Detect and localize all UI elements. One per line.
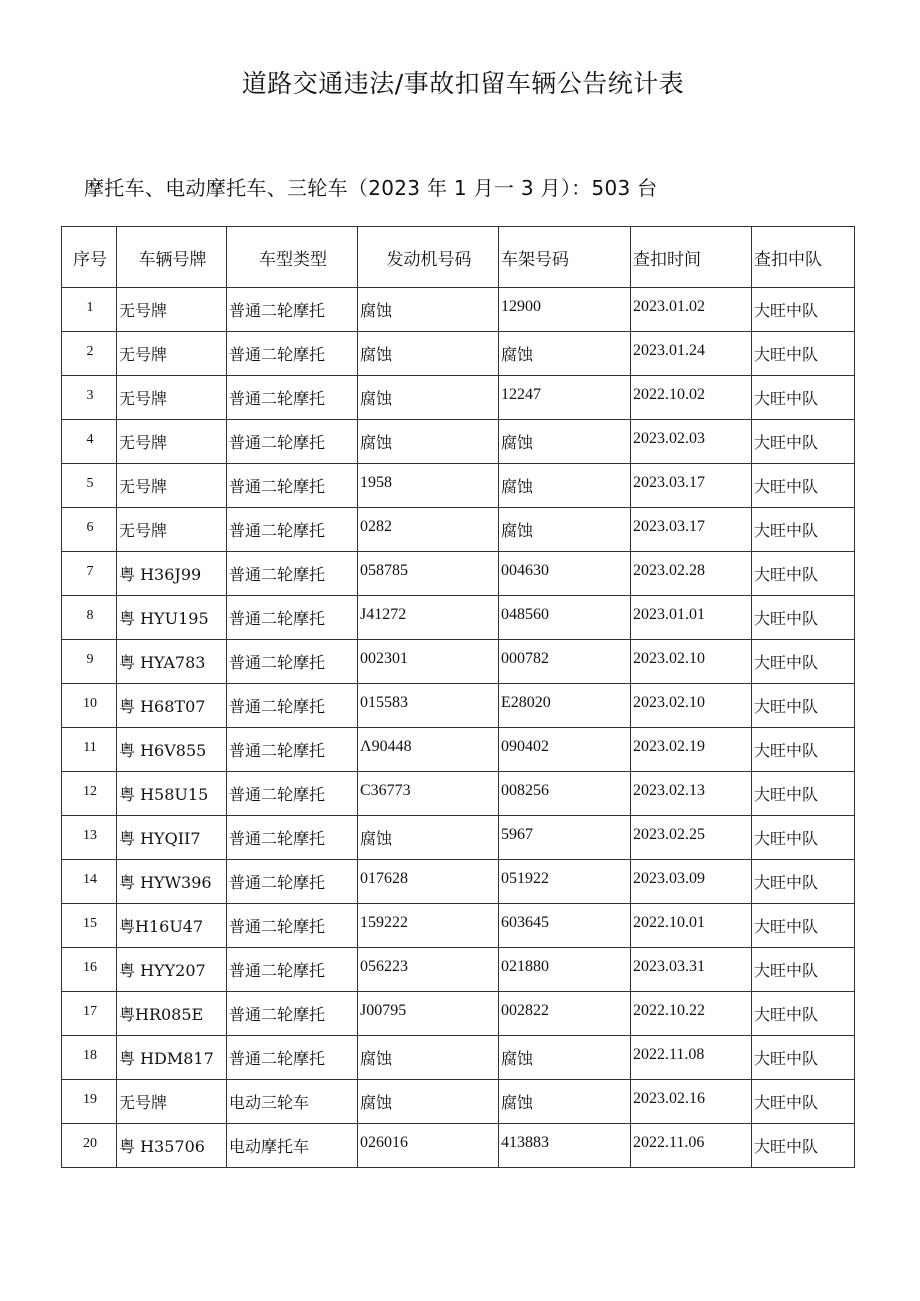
row-plate: 无号牌 [117, 376, 227, 420]
row-vehicle-type: 普通二轮摩托 [227, 728, 358, 772]
row-squad: 大旺中队 [752, 1080, 855, 1124]
row-engine-number: J00795 [358, 992, 499, 1036]
row-index: 14 [62, 860, 117, 904]
row-squad: 大旺中队 [752, 904, 855, 948]
row-index: 12 [62, 772, 117, 816]
row-seize-date: 2023.01.01 [631, 596, 752, 640]
header-index: 序号 [62, 227, 117, 288]
row-engine-number: 058785 [358, 552, 499, 596]
row-squad: 大旺中队 [752, 288, 855, 332]
row-plate: 无号牌 [117, 332, 227, 376]
row-frame-number: E28020 [499, 684, 631, 728]
row-vehicle-type: 普通二轮摩托 [227, 420, 358, 464]
row-frame-number: 腐蚀 [499, 1080, 631, 1124]
row-index: 9 [62, 640, 117, 684]
row-seize-date: 2023.02.10 [631, 684, 752, 728]
row-index: 15 [62, 904, 117, 948]
row-plate: 无号牌 [117, 464, 227, 508]
table-row [62, 596, 855, 640]
row-frame-number: 002822 [499, 992, 631, 1036]
row-index: 3 [62, 376, 117, 420]
row-index: 6 [62, 508, 117, 552]
row-squad: 大旺中队 [752, 1124, 855, 1168]
row-vehicle-type: 普通二轮摩托 [227, 904, 358, 948]
table-row [62, 376, 855, 420]
row-seize-date: 2023.02.10 [631, 640, 752, 684]
row-squad: 大旺中队 [752, 1036, 855, 1080]
row-vehicle-type: 普通二轮摩托 [227, 464, 358, 508]
header-frame-number: 车架号码 [499, 227, 631, 288]
table-row [62, 508, 855, 552]
row-vehicle-type: 普通二轮摩托 [227, 508, 358, 552]
row-engine-number: 腐蚀 [358, 288, 499, 332]
row-seize-date: 2023.01.02 [631, 288, 752, 332]
row-seize-date: 2023.02.28 [631, 552, 752, 596]
table-row [62, 420, 855, 464]
table-row [62, 1080, 855, 1124]
table-row [62, 904, 855, 948]
row-frame-number: 090402 [499, 728, 631, 772]
row-squad: 大旺中队 [752, 508, 855, 552]
table-row [62, 948, 855, 992]
row-squad: 大旺中队 [752, 772, 855, 816]
row-vehicle-type: 普通二轮摩托 [227, 376, 358, 420]
impounded-vehicles-table [61, 226, 855, 1168]
row-squad: 大旺中队 [752, 420, 855, 464]
row-vehicle-type: 普通二轮摩托 [227, 640, 358, 684]
row-squad: 大旺中队 [752, 640, 855, 684]
row-index: 18 [62, 1036, 117, 1080]
row-squad: 大旺中队 [752, 332, 855, 376]
row-seize-date: 2022.10.01 [631, 904, 752, 948]
row-vehicle-type: 普通二轮摩托 [227, 332, 358, 376]
row-plate: 无号牌 [117, 420, 227, 464]
row-engine-number: C36773 [358, 772, 499, 816]
row-seize-date: 2023.02.13 [631, 772, 752, 816]
table-row [62, 992, 855, 1036]
row-seize-date: 2022.10.02 [631, 376, 752, 420]
header-seize-date: 查扣时间 [631, 227, 752, 288]
table-row [62, 464, 855, 508]
row-vehicle-type: 普通二轮摩托 [227, 860, 358, 904]
row-engine-number: 0282 [358, 508, 499, 552]
row-plate: 粤 HYU195 [117, 596, 227, 640]
table-row [62, 1036, 855, 1080]
row-plate: 无号牌 [117, 288, 227, 332]
row-vehicle-type: 普通二轮摩托 [227, 772, 358, 816]
row-frame-number: 5967 [499, 816, 631, 860]
row-engine-number: 腐蚀 [358, 420, 499, 464]
row-index: 10 [62, 684, 117, 728]
row-vehicle-type: 普通二轮摩托 [227, 288, 358, 332]
row-squad: 大旺中队 [752, 992, 855, 1036]
row-frame-number: 腐蚀 [499, 508, 631, 552]
row-engine-number: 002301 [358, 640, 499, 684]
row-frame-number: 051922 [499, 860, 631, 904]
row-seize-date: 2023.02.16 [631, 1080, 752, 1124]
row-seize-date: 2023.03.09 [631, 860, 752, 904]
row-seize-date: 2022.11.06 [631, 1124, 752, 1168]
row-index: 16 [62, 948, 117, 992]
row-frame-number: 12900 [499, 288, 631, 332]
table-row [62, 728, 855, 772]
document-title: 道路交通违法/事故扣留车辆公告统计表 [241, 69, 685, 98]
row-vehicle-type: 电动摩托车 [227, 1124, 358, 1168]
row-index: 5 [62, 464, 117, 508]
row-index: 1 [62, 288, 117, 332]
row-engine-number: 腐蚀 [358, 1080, 499, 1124]
row-vehicle-type: 普通二轮摩托 [227, 684, 358, 728]
row-vehicle-type: 普通二轮摩托 [227, 552, 358, 596]
row-frame-number: 603645 [499, 904, 631, 948]
row-squad: 大旺中队 [752, 596, 855, 640]
row-index: 17 [62, 992, 117, 1036]
row-plate: 粤HR085E [117, 992, 227, 1036]
row-plate: 粤 HDM817 [117, 1036, 227, 1080]
table-row [62, 552, 855, 596]
row-seize-date: 2023.02.25 [631, 816, 752, 860]
row-engine-number: 159222 [358, 904, 499, 948]
table-row [62, 816, 855, 860]
row-index: 13 [62, 816, 117, 860]
table-row [62, 288, 855, 332]
row-frame-number: 004630 [499, 552, 631, 596]
row-squad: 大旺中队 [752, 552, 855, 596]
row-engine-number: 腐蚀 [358, 816, 499, 860]
row-vehicle-type: 普通二轮摩托 [227, 992, 358, 1036]
row-frame-number: 腐蚀 [499, 332, 631, 376]
row-seize-date: 2022.11.08 [631, 1036, 752, 1080]
row-engine-number: 腐蚀 [358, 332, 499, 376]
row-frame-number: 021880 [499, 948, 631, 992]
row-engine-number: 017628 [358, 860, 499, 904]
row-index: 20 [62, 1124, 117, 1168]
row-plate: 粤 HYA783 [117, 640, 227, 684]
row-squad: 大旺中队 [752, 728, 855, 772]
table-body [62, 288, 855, 1168]
row-plate: 粤 H6V855 [117, 728, 227, 772]
table-row [62, 1124, 855, 1168]
row-vehicle-type: 电动三轮车 [227, 1080, 358, 1124]
table-row [62, 684, 855, 728]
row-seize-date: 2023.02.19 [631, 728, 752, 772]
row-index: 11 [62, 728, 117, 772]
row-engine-number: 1958 [358, 464, 499, 508]
row-plate: 粤 HYY207 [117, 948, 227, 992]
row-frame-number: 腐蚀 [499, 464, 631, 508]
header-engine-number: 发动机号码 [358, 227, 499, 288]
row-plate: 粤 H58U15 [117, 772, 227, 816]
row-seize-date: 2023.03.31 [631, 948, 752, 992]
row-frame-number: 008256 [499, 772, 631, 816]
row-squad: 大旺中队 [752, 816, 855, 860]
row-engine-number: 056223 [358, 948, 499, 992]
row-engine-number: 腐蚀 [358, 1036, 499, 1080]
row-seize-date: 2023.03.17 [631, 464, 752, 508]
row-seize-date: 2023.02.03 [631, 420, 752, 464]
row-plate: 粤 H68T07 [117, 684, 227, 728]
row-index: 19 [62, 1080, 117, 1124]
table-row [62, 332, 855, 376]
row-engine-number: 015583 [358, 684, 499, 728]
row-frame-number: 413883 [499, 1124, 631, 1168]
row-plate: 无号牌 [117, 508, 227, 552]
row-engine-number: 腐蚀 [358, 376, 499, 420]
row-plate: 粤 HYW396 [117, 860, 227, 904]
header-plate: 车辆号牌 [117, 227, 227, 288]
row-seize-date: 2022.10.22 [631, 992, 752, 1036]
row-vehicle-type: 普通二轮摩托 [227, 596, 358, 640]
row-index: 7 [62, 552, 117, 596]
row-squad: 大旺中队 [752, 376, 855, 420]
row-squad: 大旺中队 [752, 860, 855, 904]
row-frame-number: 048560 [499, 596, 631, 640]
row-plate: 粤 HYQII7 [117, 816, 227, 860]
table-header-row [62, 227, 855, 288]
row-squad: 大旺中队 [752, 948, 855, 992]
row-squad: 大旺中队 [752, 684, 855, 728]
row-vehicle-type: 普通二轮摩托 [227, 816, 358, 860]
row-vehicle-type: 普通二轮摩托 [227, 1036, 358, 1080]
row-index: 4 [62, 420, 117, 464]
row-seize-date: 2023.03.17 [631, 508, 752, 552]
row-plate: 粤 H36J99 [117, 552, 227, 596]
row-seize-date: 2023.01.24 [631, 332, 752, 376]
row-frame-number: 腐蚀 [499, 1036, 631, 1080]
row-frame-number: 腐蚀 [499, 420, 631, 464]
row-plate: 无号牌 [117, 1080, 227, 1124]
row-plate: 粤 H35706 [117, 1124, 227, 1168]
row-index: 8 [62, 596, 117, 640]
row-vehicle-type: 普通二轮摩托 [227, 948, 358, 992]
header-squad: 查扣中队 [752, 227, 855, 288]
row-engine-number: 026016 [358, 1124, 499, 1168]
document-subtitle: 摩托车、电动摩托车、三轮车（2023 年 1 月一 3 月）：503 台 [84, 176, 658, 200]
table-row [62, 772, 855, 816]
table-row [62, 860, 855, 904]
row-frame-number: 12247 [499, 376, 631, 420]
row-frame-number: 000782 [499, 640, 631, 684]
row-squad: 大旺中队 [752, 464, 855, 508]
row-plate: 粤H16U47 [117, 904, 227, 948]
row-engine-number: Λ90448 [358, 728, 499, 772]
row-index: 2 [62, 332, 117, 376]
row-engine-number: J41272 [358, 596, 499, 640]
header-vehicle-type: 车型类型 [227, 227, 358, 288]
table-row [62, 640, 855, 684]
